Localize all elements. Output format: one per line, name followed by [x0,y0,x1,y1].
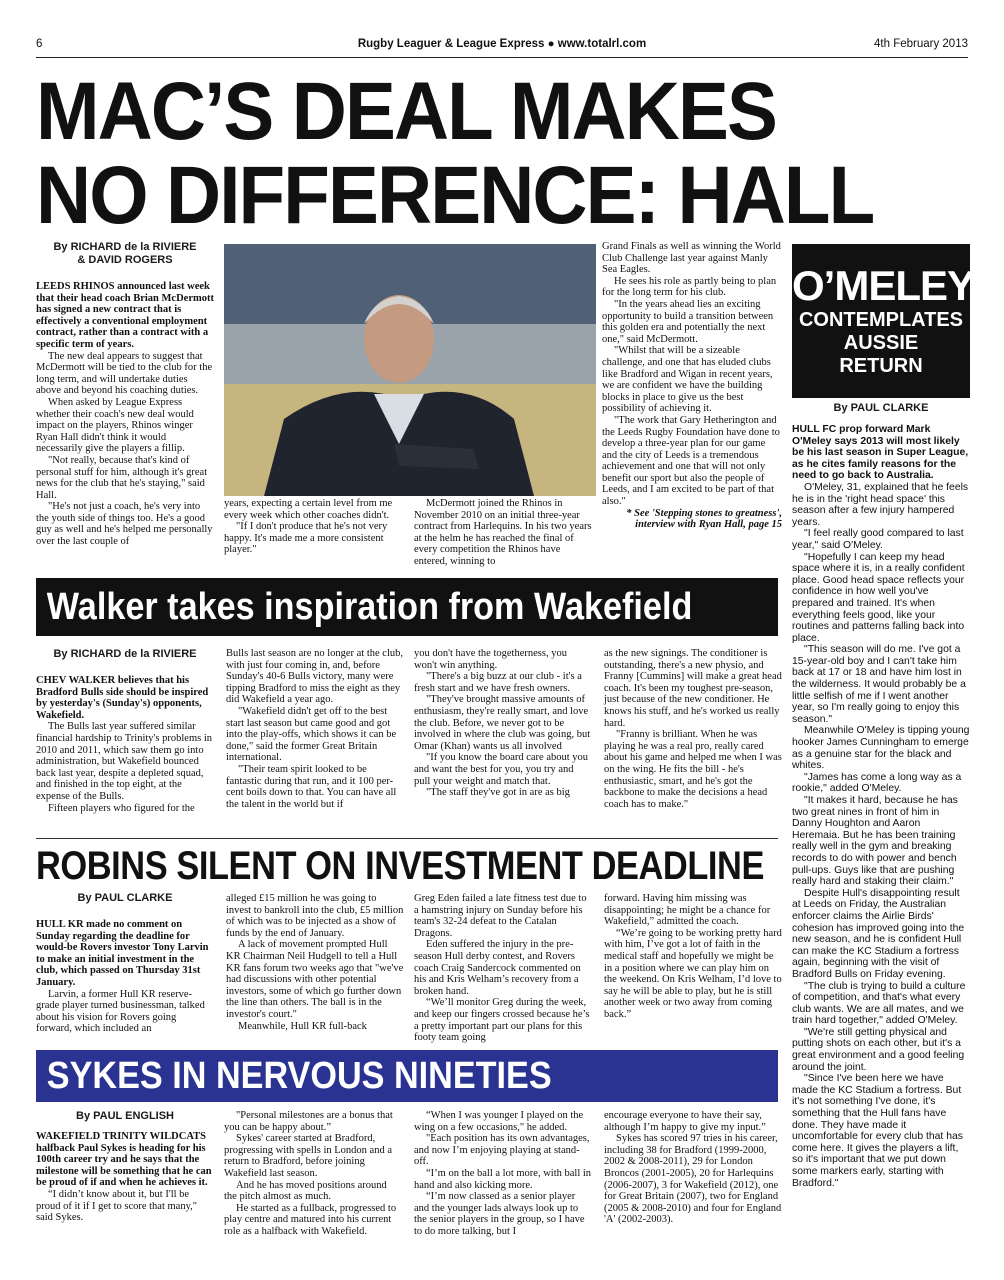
section-divider [36,838,778,839]
omeley-headline-2: CONTEMPLATES [798,309,964,331]
robins-headline-wrap [36,846,778,886]
omeley-headline-3: AUSSIE [843,332,919,354]
paragraph: And he has moved positions around the pitch almost as much. [224,1179,387,1203]
paragraph: Greg Eden failed a late fitness test due to a hamstring injury on Sunday before his team's 32-24 defeat to the Catalan Dragons. [414,893,587,939]
main-headline [36,66,903,241]
robins-byline: By PAUL CLARKE [77,892,173,904]
paragraph: you don't have the togetherness, you won't win anything. [414,648,567,671]
paragraph: "James has come a long way as a rookie," added O'Meley. [792,771,962,795]
omeley-headline-1: O’MELEY [792,262,975,309]
paragraph: Despite Hull's disappointing result at Leeds on Friday, the Australian enforcer claims the Airlie Birds' cohesion has improved going into the new season, and he is confident Hull can make the KC Stadium a fortress again, beginning with the visit of Bradford Bulls on Friday evening. [792,887,965,980]
main-story-col4 [602,241,782,571]
omeley-sidebar [792,244,975,1244]
paragraph: "They've brought massive amounts of enthusiasm, they're really smart, and love the club. Before, we never got to be involved in where the club was going, but Omar (Khan) wants us all involved [414,694,591,752]
walker-lead: CHEV WALKER believes that his Bradford Bulls side should be inspired by yesterday's (Sunday's) opponents, Wakefield. [36,675,209,721]
paragraph: "If I don't produce that he's not very happy. It's made me a more consistent player." [224,521,388,556]
paragraph: "Hopefully I can keep my head space where it is, in a really confident place. Good head space reflects your confidence in how well you've prepared and trained. It's when everything feels good, like your routines and patterns falling back into place. [792,551,965,644]
paragraph: "The work that Gary Hetherington and the Leeds Rugby Foundation have done to develop a three-year plan for our game and the city of Leeds is a tremendous achievement and one that will not only benefit our sport but also the people of Leeds, and I am excited to be part of that also." [602,414,780,508]
paragraph: Fifteen players who figured for the [48,802,195,814]
omeley-headline-4: RETURN [839,355,923,377]
main-byline-2: & DAVID ROGERS [77,254,173,266]
omeley-headline-box [792,244,975,398]
paragraph: Sykes has scored 97 tries in his career, including 38 for Bradford (1999-2000, 2002 & 2008-2011), 29 for London Broncos (2001-2005), 20 for Harlequins (2006-2007), 3 for Wakefield (2012), one for Great Britain (2007), two for England (2005 & 2008-2010) and four for England 'A' (2002-2003). [604,1133,782,1226]
main-lead: LEEDS RHINOS announced last week that their head coach Brian McDermott has signed a new contract that is effectively a conventional employment contract, rather than a contract with a specific term of years. [36,281,214,350]
robins-headline: ROBINS SILENT ON INVESTMENT DEADLINE [36,844,764,888]
mcdermott-photo [224,244,596,496]
paragraph: "Franny is brilliant. When he was playing he was a real pro, really cared about his game and helped me when I was on the wing. He fits the bill - he's enthusiastic, smart, and he's got the backbone to make the decisions a head coach has to make." [604,729,782,810]
main-story-col1 [36,241,214,571]
sykes-col3 [414,1110,592,1244]
publication-line: Rugby Leaguer & League Express ● www.totalrl.com [357,38,647,50]
issue-date: 4th February 2013 [874,38,968,50]
paragraph: Eden suffered the injury in the pre-season Hull derby contest, and Rovers coach Craig Sandercock commented on his and Kris Welham’s recovery from a broken hand. [414,939,581,997]
paragraph: forward. Having him missing was disappointing; he might be a chance for Wakefield,” admitted the coach. [604,893,771,928]
sykes-headline: SYKES IN NERVOUS NINETIES [46,1055,552,1097]
paragraph: "The staff they've got in are as big [426,787,570,799]
walker-headline: Walker takes inspiration from Wakefield [46,586,693,628]
paragraph: Larvin, a former Hull KR reserve-grade player turned businessman, talked about his vision for Rovers going forward, which included an [36,988,205,1035]
walker-col1 [36,648,214,828]
sykes-col2 [224,1110,402,1244]
walker-headline-banner [36,578,778,636]
paragraph: McDermott joined the Rhinos in November 2010 on an initial three-year contract from Harlequins. In his two years at the helm he has reached the final of every competition the Rhinos have entered, winning to [414,498,592,567]
page-header [36,34,968,58]
main-headline-line1: MAC’S DEAL MAKES [36,66,776,157]
paragraph: "I feel really good compared to last year," said O'Meley. [792,528,964,551]
paragraph: "Whilst that will be a sizeable challenge, and one that has eluded clubs like Bradford and Wigan in recent years, we are confident we have the building blocks in place to give us the best possibility of achieving it. [602,345,773,415]
paragraph: "Their team spirit looked to be fantastic during that run, and it 100 per-cent boils down to that. You can have all the talent in the world but if [226,763,397,810]
paragraph: "This season will do me. I've got a 15-year-old boy and I can't take him back at 17 or 18 and have him lost in the wilderness. It would probably be a little selfish of me if I went another year, so I'm really going to enjoy this season." [792,644,966,725]
robins-lead: HULL KR made no comment on Sunday regarding the deadline for would-be Rovers investor Tony Larvin to make an initial investment in the club, which passed on Thursday 31st January. [36,919,209,988]
paragraph: "He's not just a coach, he's very into the youth side of things too. He's a good guy as well and he's helped me personally over the last couple of [36,501,213,548]
sykes-col4 [604,1110,782,1244]
see-also-note: * See 'Stepping stones to greatness', interview with Ryan Hall, page 15 [626,507,782,531]
paragraph: “I’m on the ball a lot more, with ball in hand and also kicking more. [414,1167,592,1191]
paragraph: The new deal appears to suggest that McDermott will be tied to the club for the long term, and will undertake duties above and beyond his coaching duties. [36,350,213,397]
paragraph: “When I was younger I played on the wing on a few occasions," he added. [414,1110,584,1133]
paragraph: "Since I've been here we have made the KC Stadium a fortress. But it's not something I've done, it's something that the Hull fans have done. They have made it uncomfortable for every club that has come here. It gives the players a lift, so it's important that we put down some markers early, starting with Bradford." [792,1073,963,1189]
paragraph: He sees his role as partly being to plan for the long term for his club. [602,275,777,299]
paragraph: as the new signings. The conditioner is outstanding, there's a new physio, and Franny [Cummins] will make a great head coach. It's been my toughest pre-season, just because of the new conditioner. He knows his stuff, and he's worked us really hard. [604,648,782,729]
walker-col3 [414,648,592,828]
paragraph: The Bulls last year suffered similar financial hardship to Trinity's problems in 2010 and 2011, which saw them go into administration, but Wakefield bounced back last year, despite a depleted squad, and finished in the top eight, at the expense of the Bulls. [36,721,213,802]
paragraph: "It makes it hard, because he has two great nines in front of him in Danny Houghton and Aaron Heremaia. But he has been training really well in the gym and breaking records to do with power and bench pull-ups. Guys like that are pushing really hard and staking their claim." [792,795,958,888]
paragraph: Meanwhile O'Meley is tipping young hooker James Cunningham to emerge as a genuine star for the black and whites. [792,725,970,772]
paragraph: "Personal milestones are a bonus that you can be happy about.” [224,1110,393,1133]
omeley-byline: By PAUL CLARKE [833,402,929,414]
paragraph: “I didn’t know about it, but I'll be proud of it if I get to score that many," said Sykes. [36,1188,198,1224]
paragraph: “We’ll monitor Greg during the week, and keep our fingers crossed because he’s a pretty important part our plans for this footy team going [414,997,590,1044]
main-headline-line2: NO DIFFERENCE: HALL [36,150,874,241]
paragraph: "If you know the board care about you and want the best for you, you try and pull your weight and match that. [414,752,589,787]
paragraph: "Each position has its own advantages, and now I’m enjoying playing at stand-off. [414,1133,590,1168]
walker-col4 [604,648,782,828]
paragraph: Meanwhile, Hull KR full-back [238,1020,367,1032]
coach-photo-illustration [224,244,596,496]
walker-byline: By RICHARD de la RIVIERE [53,648,197,660]
sykes-col1 [36,1110,214,1244]
paragraph: When asked by League Express whether their coach's new deal would impact on the players, Rhinos winger Ryan Hall didn't think it would necessarily give the players a fillip. [36,396,194,455]
page-number: 6 [36,38,43,50]
paragraph: “We’re going to be working pretty hard with him, I’ve got a lot of faith in the medical staff and hopefully we might be in a position where we can play him on the weekend. On Kris Welham, I’d love to say he will be able to play, but he is still another week or two away from coming back.” [604,927,782,1020]
paragraph: Grand Finals as well as winning the World Club Challenge last year against Manly Sea Eagles. [602,241,781,276]
main-story-col2 [224,498,402,570]
paragraph: "The club is trying to build a culture of competition, and that's what every club wants. We are all mates, and we train hard together," added O'Meley. [792,980,966,1027]
paragraph: Sykes' career started at Bradford, progressing with spells in London and a return to Bradford, before joining Wakefield last season. [224,1133,392,1179]
paragraph: "There's a big buzz at our club - it's a fresh start and we have fresh owners. [414,671,582,694]
main-story-col3 [414,498,592,570]
omeley-body [792,424,970,1240]
paragraph: A lack of movement prompted Hull KR Chairman Neil Hudgell to tell a Hull KR fans forum two weeks ago that "we've had discussions with other potential investors, some of which go further down the line than others. The ball is in the investor's court." [226,939,404,1020]
paragraph: "In the years ahead lies an exciting opportunity to build a transition between this golden era and potentially the next one," said McDermott. [602,298,774,345]
omeley-lead: HULL FC prop forward Mark O'Meley says 2013 will most likely be his last season in Super League, as he cites family reasons for the need to go back to Australia. [792,424,969,482]
walker-col2 [226,648,404,828]
sykes-byline: By PAUL ENGLISH [76,1110,174,1122]
paragraph: Bulls last season are no longer at the club, with just four coming in, and, before Sunday's 40-6 Bulls victory, many were tipping Bradford to miss the eight as they did Wakefield a year ago. [226,648,403,706]
sykes-headline-banner [36,1050,778,1102]
robins-col3 [414,893,592,1044]
paragraph: alleged £15 million he was going to invest to bankroll into the club, £5 million of which was to be injected as a show of funds by the end of January. [226,893,404,939]
sykes-lead: WAKEFIELD TRINITY WILDCATS halfback Paul Sykes is heading for his 100th career try and he says that the milestone will be something that he can be proud of if and when he achieves it. [36,1131,212,1189]
main-byline-1: By RICHARD de la RIVIERE [53,241,197,253]
robins-col1 [36,892,214,1035]
robins-col4 [604,893,782,1020]
paragraph: O'Meley, 31, explained that he feels he is in the 'right head space' this season after a few injury hampered years. [792,481,969,528]
paragraph: years, expecting a certain level from me every week which other coaches didn't. [224,498,393,521]
paragraph: "Wakefield didn't get off to the best start last season but came good and got into the play-offs, which shows it can be done," said the former Great Britain international. [226,705,397,764]
paragraph: He started as a fullback, progressed to play centre and matured into his current role as a halfback with Wakefield. [224,1202,397,1237]
paragraph: encourage everyone to have their say, although I’m happy to give my input.” [604,1110,766,1133]
paragraph: "Not really, because that's kind of personal stuff for him, although it's great news for the club that he's staying," said Hall. [36,454,208,501]
paragraph: "We're still getting physical and putting shots on each other, but it's a great environment and a good feeling around the joint. [792,1026,965,1073]
robins-col2 [226,893,404,1032]
paragraph: “I’m now classed as a senior player and the younger lads always look up to the senior players in the group, so I have to do more talking, but I [414,1191,585,1237]
